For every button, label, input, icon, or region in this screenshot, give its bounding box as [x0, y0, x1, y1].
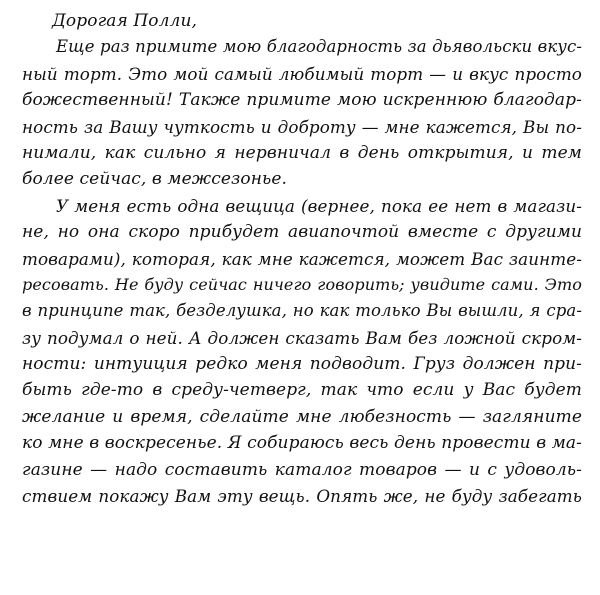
letter-line: У меня есть одна вещица (вернее, пока ее нет в магази-: [56, 195, 582, 216]
letter-line: в принципе так, безделушка, но как только Вы вышли, я сра-: [22, 301, 582, 321]
handwritten-letter: [22, 8, 582, 509]
letter-line: нимали, как сильно я нервничал в день открытия, и тем: [22, 142, 582, 163]
letter-line: ствием покажу Вам эту вещь. Опять же, не буду забегать: [22, 486, 582, 507]
letter-line: ресовать. Не буду сейчас ничего говорить; увидите сами. Это: [22, 274, 582, 294]
letter-greeting: Дорогая Полли,: [52, 11, 198, 31]
letter-line: не, но она скоро прибудет авиапочтой вместе с другими: [22, 222, 582, 243]
letter-line: зу подумал о ней. А должен сказать Вам без ложной скром-: [22, 327, 582, 348]
letter-line: Еще раз примите мою благодарность за дьявольски вкус-: [56, 37, 582, 57]
letter-line: ность за Вашу чуткость и доброту — мне кажется, Вы по-: [22, 116, 582, 137]
letter-line: ный торт. Это мой самый любимый торт — и вкус просто: [22, 63, 582, 84]
letter-line: божественный! Также примите мою искреннюю благодар-: [22, 90, 582, 111]
letter-line: желание и время, сделайте мне любезность — загляните: [22, 406, 582, 427]
letter-line: ко мне в воскресенье. Я собираюсь весь день провести в ма-: [22, 433, 582, 454]
letter-line: более сейчас, в межсезонье.: [22, 169, 288, 190]
letter-line: газине — надо составить каталог товаров — и с удоволь-: [22, 459, 582, 480]
letter-line: быть где-то в среду-четверг, так что если у Вас будет: [22, 380, 582, 401]
letter-line: ности: интуиция редко меня подводит. Груз должен при-: [22, 354, 582, 375]
letter-line: товарами), которая, как мне кажется, может Вас заинте-: [22, 248, 582, 269]
